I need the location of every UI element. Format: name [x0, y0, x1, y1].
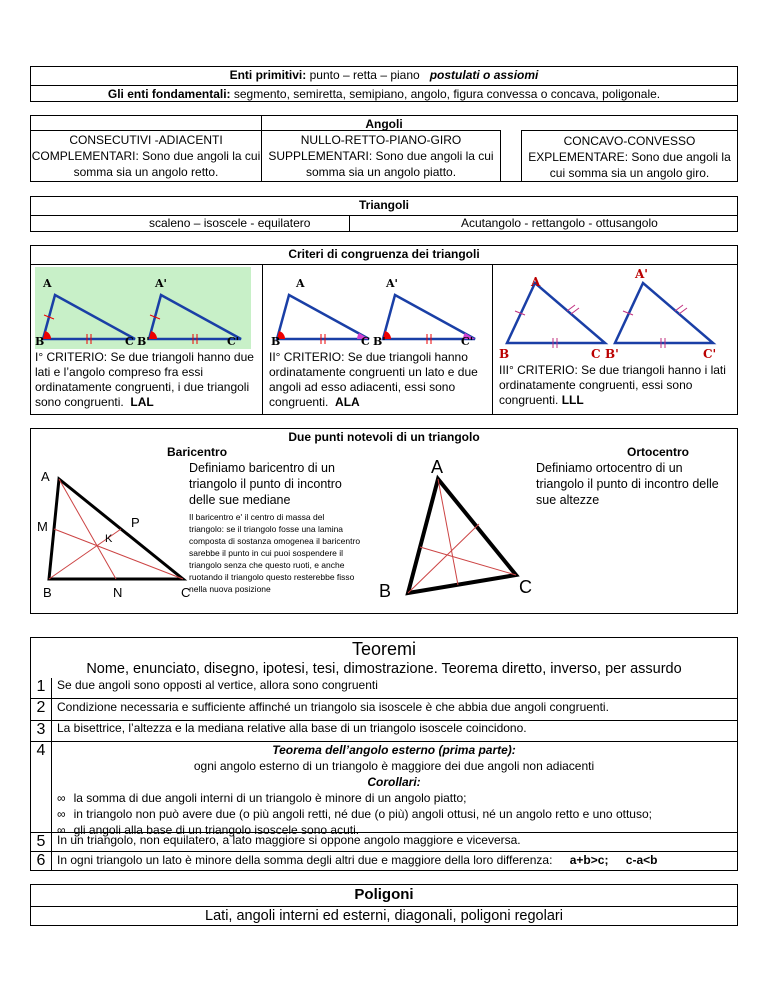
- triangoli-box: [30, 196, 738, 232]
- notevoli-title: Due punti notevoli di un triangolo: [288, 430, 480, 444]
- poligoni-text: Lati, angoli interni ed esterni, diagonali, poligoni regolari: [205, 908, 563, 924]
- c1-label-C: C: [125, 335, 134, 348]
- postulati-text: postulati o assiomi: [429, 68, 539, 82]
- poligoni-title: Poligoni: [31, 885, 737, 907]
- teorema-4-num: 4: [36, 742, 46, 759]
- teorema-5-text: In un triangolo, non equilatero, a lato maggiore si oppone angolo maggiore e viceversa.: [51, 833, 737, 852]
- angoli-col-1: [31, 116, 262, 181]
- teorema-4-text: ogni angolo esterno di un triangolo è maggiore dei due angoli non adiacenti: [193, 759, 595, 773]
- teorema-6-num: 6: [36, 852, 46, 869]
- enti-text-2: segmento, semiretta, semipiano, angolo, figura convessa o concava, poligonale.: [230, 87, 661, 101]
- c3-label-A: A: [531, 275, 541, 289]
- poligoni-box: [30, 884, 738, 926]
- enti-label-2: Gli enti fondamentali:: [107, 87, 231, 101]
- teoremi-subtitle: Nome, enunciato, disegno, ipotesi, tesi, dimostrazione. Teorema diretto, inverso, per assurdo: [86, 661, 682, 677]
- formula-2: c-a<b: [625, 853, 658, 867]
- enti-text-1: punto – retta – piano: [306, 68, 420, 82]
- enti-label-1: Enti primitivi:: [229, 68, 307, 82]
- teorema-1-text: Se due angoli sono opposti al vertice, allora sono congruenti: [51, 678, 737, 699]
- criterio-2-text: II° CRITERIO: Se due triangoli hanno ordinatamente congruenti un lato e due angoli ad esso adiacenti, essi sono congruenti. ALA: [269, 350, 478, 409]
- baricentro-note: Il baricentro e' il centro di massa del triangolo: se il triangolo fosse una lamina composta di sostanza omogenea il baricentro sarebbe il punto in cui puoi sospendere il triangolo senza che questo ruoti, e anche ruotando il triangolo questo resterebbe fisso nella nuova posizione: [189, 512, 361, 594]
- bar-label-M: M: [37, 519, 48, 534]
- corollario-2: ∞ in triangolo non può avere due (o più angoli retti, né due (o più) angoli ottusi, né un angolo retto e uno ottuso;: [51, 806, 737, 822]
- teoremi-box: [30, 637, 738, 871]
- c2-label-B1: B': [373, 335, 386, 348]
- c2-label-A: A: [296, 277, 305, 290]
- angoli-col-1-text: COMPLEMENTARI: Sono due angoli la cui somma sia un angolo retto.: [31, 149, 261, 179]
- criterio-1-tag: LAL: [130, 395, 154, 409]
- teorema-4-title: Teorema dell’angolo esterno (prima parte):: [272, 743, 516, 757]
- teorema-1-num: 1: [36, 678, 46, 695]
- teorema-2-text: Condizione necessaria e sufficiente affinché un triangolo sia isoscele è che abbia due angoli congruenti.: [51, 700, 737, 721]
- corollario-1: ∞ la somma di due angoli interni di un triangolo è minore di un angolo piatto;: [51, 790, 737, 806]
- c1-label-B: B: [35, 335, 45, 348]
- baricentro-def: Definiamo baricentro di un triangolo il punto di incontro delle sue mediane: [189, 461, 342, 507]
- bar-label-K: K: [105, 533, 113, 545]
- angoli-col-2: [262, 116, 500, 181]
- teorema-3-text: La bisettrice, l’altezza e la mediana relative alla base di un triangolo isoscele coincidono.: [51, 721, 737, 742]
- c1-label-A1: A': [155, 277, 167, 290]
- criterio-1-text: I° CRITERIO: Se due triangoli hanno due lati e l’angolo compreso fra essi ordinatamente congruenti, i due triangoli sono congruenti. LAL: [35, 350, 254, 409]
- teorema-4-block: [51, 742, 737, 837]
- formula-1: a+b>c;: [569, 853, 609, 867]
- criterio-2-tag: ALA: [335, 395, 360, 409]
- notevoli-box: [30, 428, 738, 614]
- angoli-title: Angoli: [365, 117, 403, 131]
- angoli-col-2-head: NULLO-RETTO-PIANO-GIRO: [300, 133, 462, 147]
- c1-label-C1: C': [227, 335, 240, 348]
- criterio-3-tag: LLL: [561, 393, 584, 407]
- c3-label-C: C: [591, 347, 601, 361]
- c2-label-C: C: [361, 335, 370, 348]
- bar-label-P: P: [131, 515, 140, 530]
- bar-label-B: B: [43, 585, 52, 600]
- teoremi-title: Teoremi: [351, 639, 417, 659]
- angoli-col-3-text: EXPLEMENTARE: Sono due angoli la cui somma sia un angolo giro.: [528, 150, 731, 180]
- orto-label-B: B: [379, 581, 392, 601]
- orto-label-A: A: [431, 457, 444, 477]
- ortocentro-def: Definiamo ortocentro di un triangolo il punto di incontro delle sue altezze: [536, 461, 719, 507]
- angoli-col-2-text: SUPPLEMENTARI: Sono due angoli la cui somma sia un angolo piatto.: [268, 149, 494, 179]
- criteri-title: Criteri di congruenza dei triangoli: [31, 246, 737, 265]
- ortocentro-title: Ortocentro: [627, 445, 690, 459]
- angoli-col-3-head: CONCAVO-CONVESSO: [563, 134, 696, 148]
- angoli-col-1-head: CONSECUTIVI -ADIACENTI: [69, 133, 223, 147]
- bar-label-C: C: [181, 585, 191, 600]
- teorema-5-num: 5: [36, 833, 46, 850]
- c2-label-C1: C': [461, 335, 474, 348]
- corollario-3: ∞ gli angoli alla base di un triangolo isoscele sono acuti.: [51, 822, 737, 838]
- baricentro-figure: [33, 459, 191, 599]
- triangoli-right: Acutangolo - rettangolo - ottusangolo: [461, 216, 658, 230]
- teorema-3-num: 3: [36, 721, 46, 738]
- criteri-box: [30, 245, 738, 415]
- c3-label-B1: B': [605, 347, 619, 361]
- baricentro-title: Baricentro: [167, 445, 228, 459]
- bar-label-N: N: [113, 585, 123, 600]
- teorema-6-text: In ogni triangolo un lato è minore della somma degli altri due e maggiore della loro differenza: a+b>c; c-a<b: [57, 853, 658, 867]
- triangoli-left: scaleno – isoscele - equilatero: [149, 216, 311, 230]
- angoli-col-3: [521, 130, 737, 181]
- angoli-box: [30, 115, 738, 182]
- c2-label-B: B: [271, 335, 281, 348]
- c1-label-A: A: [43, 277, 52, 290]
- enti-row-1: [31, 67, 737, 86]
- triangoli-title: Triangoli: [31, 197, 737, 216]
- c2-label-A1: A': [386, 277, 398, 290]
- orto-label-C: C: [519, 577, 532, 597]
- criterio-3-text: III° CRITERIO: Se due triangoli hanno i lati ordinatamente congruenti, essi sono congruenti. LLL: [499, 363, 726, 407]
- bar-label-A: A: [41, 469, 50, 484]
- ortocentro-figure: [376, 459, 536, 609]
- corollari-title: Corollari:: [367, 775, 421, 789]
- c1-label-B1: B': [137, 335, 150, 348]
- c3-label-A1: A': [635, 267, 648, 281]
- enti-row-2: [31, 86, 737, 103]
- enti-box: [30, 66, 738, 102]
- c3-label-C1: C': [703, 347, 717, 361]
- teorema-2-num: 2: [36, 699, 46, 716]
- c3-label-B: B: [499, 347, 510, 361]
